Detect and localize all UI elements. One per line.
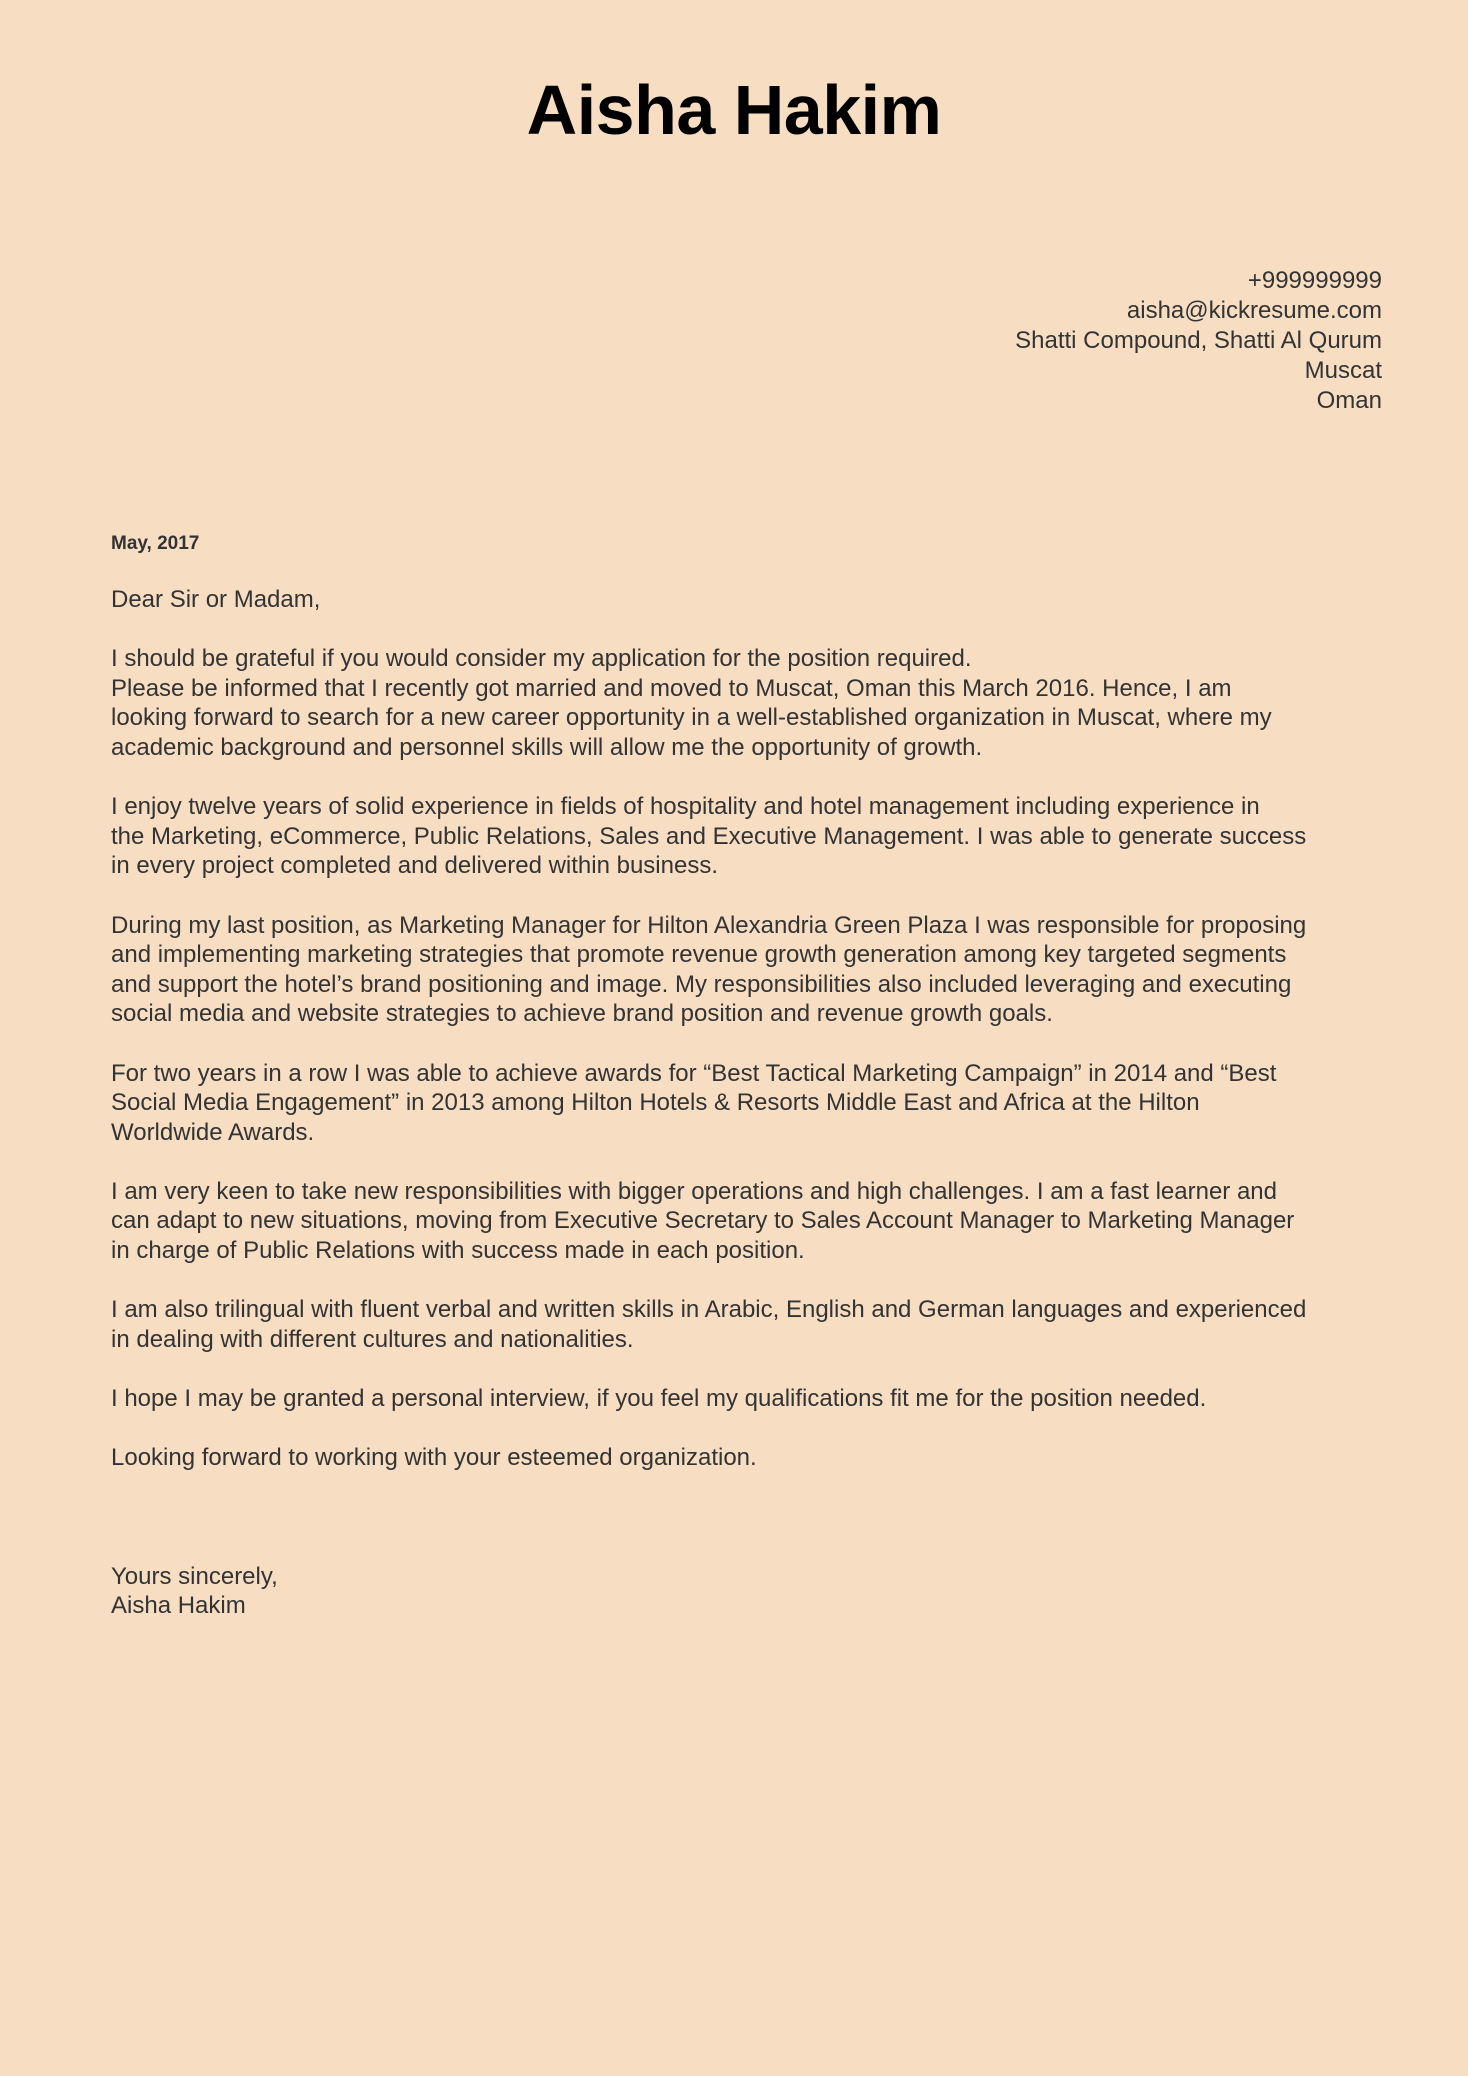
paragraph-2 xyxy=(111,792,1386,881)
paragraph-line: in every project completed and delivered within business. xyxy=(111,852,718,880)
salutation xyxy=(111,585,1386,615)
paragraph-line: and implementing marketing strategies that promote revenue growth generation among key targeted segments xyxy=(111,941,1287,969)
contact-phone: +999999999 xyxy=(1247,267,1382,294)
paragraph-5 xyxy=(111,1177,1386,1266)
applicant-name: Aisha Hakim xyxy=(526,71,942,149)
paragraph-line: the Marketing, eCommerce, Public Relations, Sales and Executive Management. I was able to generate success xyxy=(111,822,1307,850)
paragraph-line: Worldwide Awards. xyxy=(111,1118,315,1146)
paragraph-line: I am also trilingual with fluent verbal and written skills in Arabic, English and German languages and experienced xyxy=(111,1296,1307,1324)
paragraph-line: Please be informed that I recently got married and moved to Muscat, Oman this March 2016. Hence, I am xyxy=(111,674,1232,702)
paragraph-line: Social Media Engagement” in 2013 among Hilton Hotels & Resorts Middle East and Africa at the Hilton xyxy=(111,1089,1200,1117)
paragraph-6 xyxy=(111,1295,1386,1354)
signature-name: Aisha Hakim xyxy=(111,1592,246,1620)
paragraph-line: I should be grateful if you would consider my application for the position required. xyxy=(111,645,972,673)
paragraph-line: in charge of Public Relations with success made in each position. xyxy=(111,1237,805,1265)
paragraph-line: For two years in a row I was able to achieve awards for “Best Tactical Marketing Campaign” in 2014 and “Best xyxy=(111,1059,1277,1087)
paragraph-line: During my last position, as Marketing Manager for Hilton Alexandria Green Plaza I was responsible for proposing xyxy=(111,911,1307,939)
paragraph-3 xyxy=(111,911,1386,1029)
paragraph-7 xyxy=(111,1384,1386,1414)
paragraph-line: looking forward to search for a new career opportunity in a well-established organization in Muscat, where my xyxy=(111,704,1272,732)
contact-email: aisha@kickresume.com xyxy=(1126,297,1382,324)
letter-body xyxy=(111,531,1386,1621)
paragraph-line: and support the hotel’s brand positioning and image. My responsibilities also included leveraging and executing xyxy=(111,970,1292,998)
contact-address: Shatti Compound, Shatti Al Qurum xyxy=(1015,327,1382,354)
paragraph-line: I am very keen to take new responsibilities with bigger operations and high challenges. I am a fast learner and xyxy=(111,1177,1277,1205)
salutation-line: Dear Sir or Madam, xyxy=(111,586,321,613)
paragraph-line: can adapt to new situations, moving from Executive Secretary to Sales Account Manager to Marketing Manager xyxy=(111,1207,1295,1235)
letter-date: May, 2017 xyxy=(111,533,200,554)
paragraph-8 xyxy=(111,1443,1386,1473)
paragraph-line: Looking forward to working with your esteemed organization. xyxy=(111,1444,757,1472)
paragraph-4 xyxy=(111,1059,1386,1148)
contact-country: Oman xyxy=(1316,387,1382,414)
paragraph-line: I hope I may be granted a personal interview, if you feel my qualifications fit me for the position needed. xyxy=(111,1385,1207,1413)
contact-block xyxy=(1015,266,1382,416)
closing-block xyxy=(111,1562,1386,1621)
paragraph-1 xyxy=(111,644,1386,762)
paragraph-line: social media and website strategies to achieve brand position and revenue growth goals. xyxy=(111,1000,1053,1028)
closing-line: Yours sincerely, xyxy=(111,1562,278,1590)
contact-city: Muscat xyxy=(1304,357,1382,384)
paragraph-line: I enjoy twelve years of solid experience in fields of hospitality and hotel management including experience in xyxy=(111,793,1260,821)
paragraph-line: academic background and personnel skills will allow me the opportunity of growth. xyxy=(111,733,983,761)
paragraph-line: in dealing with different cultures and nationalities. xyxy=(111,1325,634,1353)
